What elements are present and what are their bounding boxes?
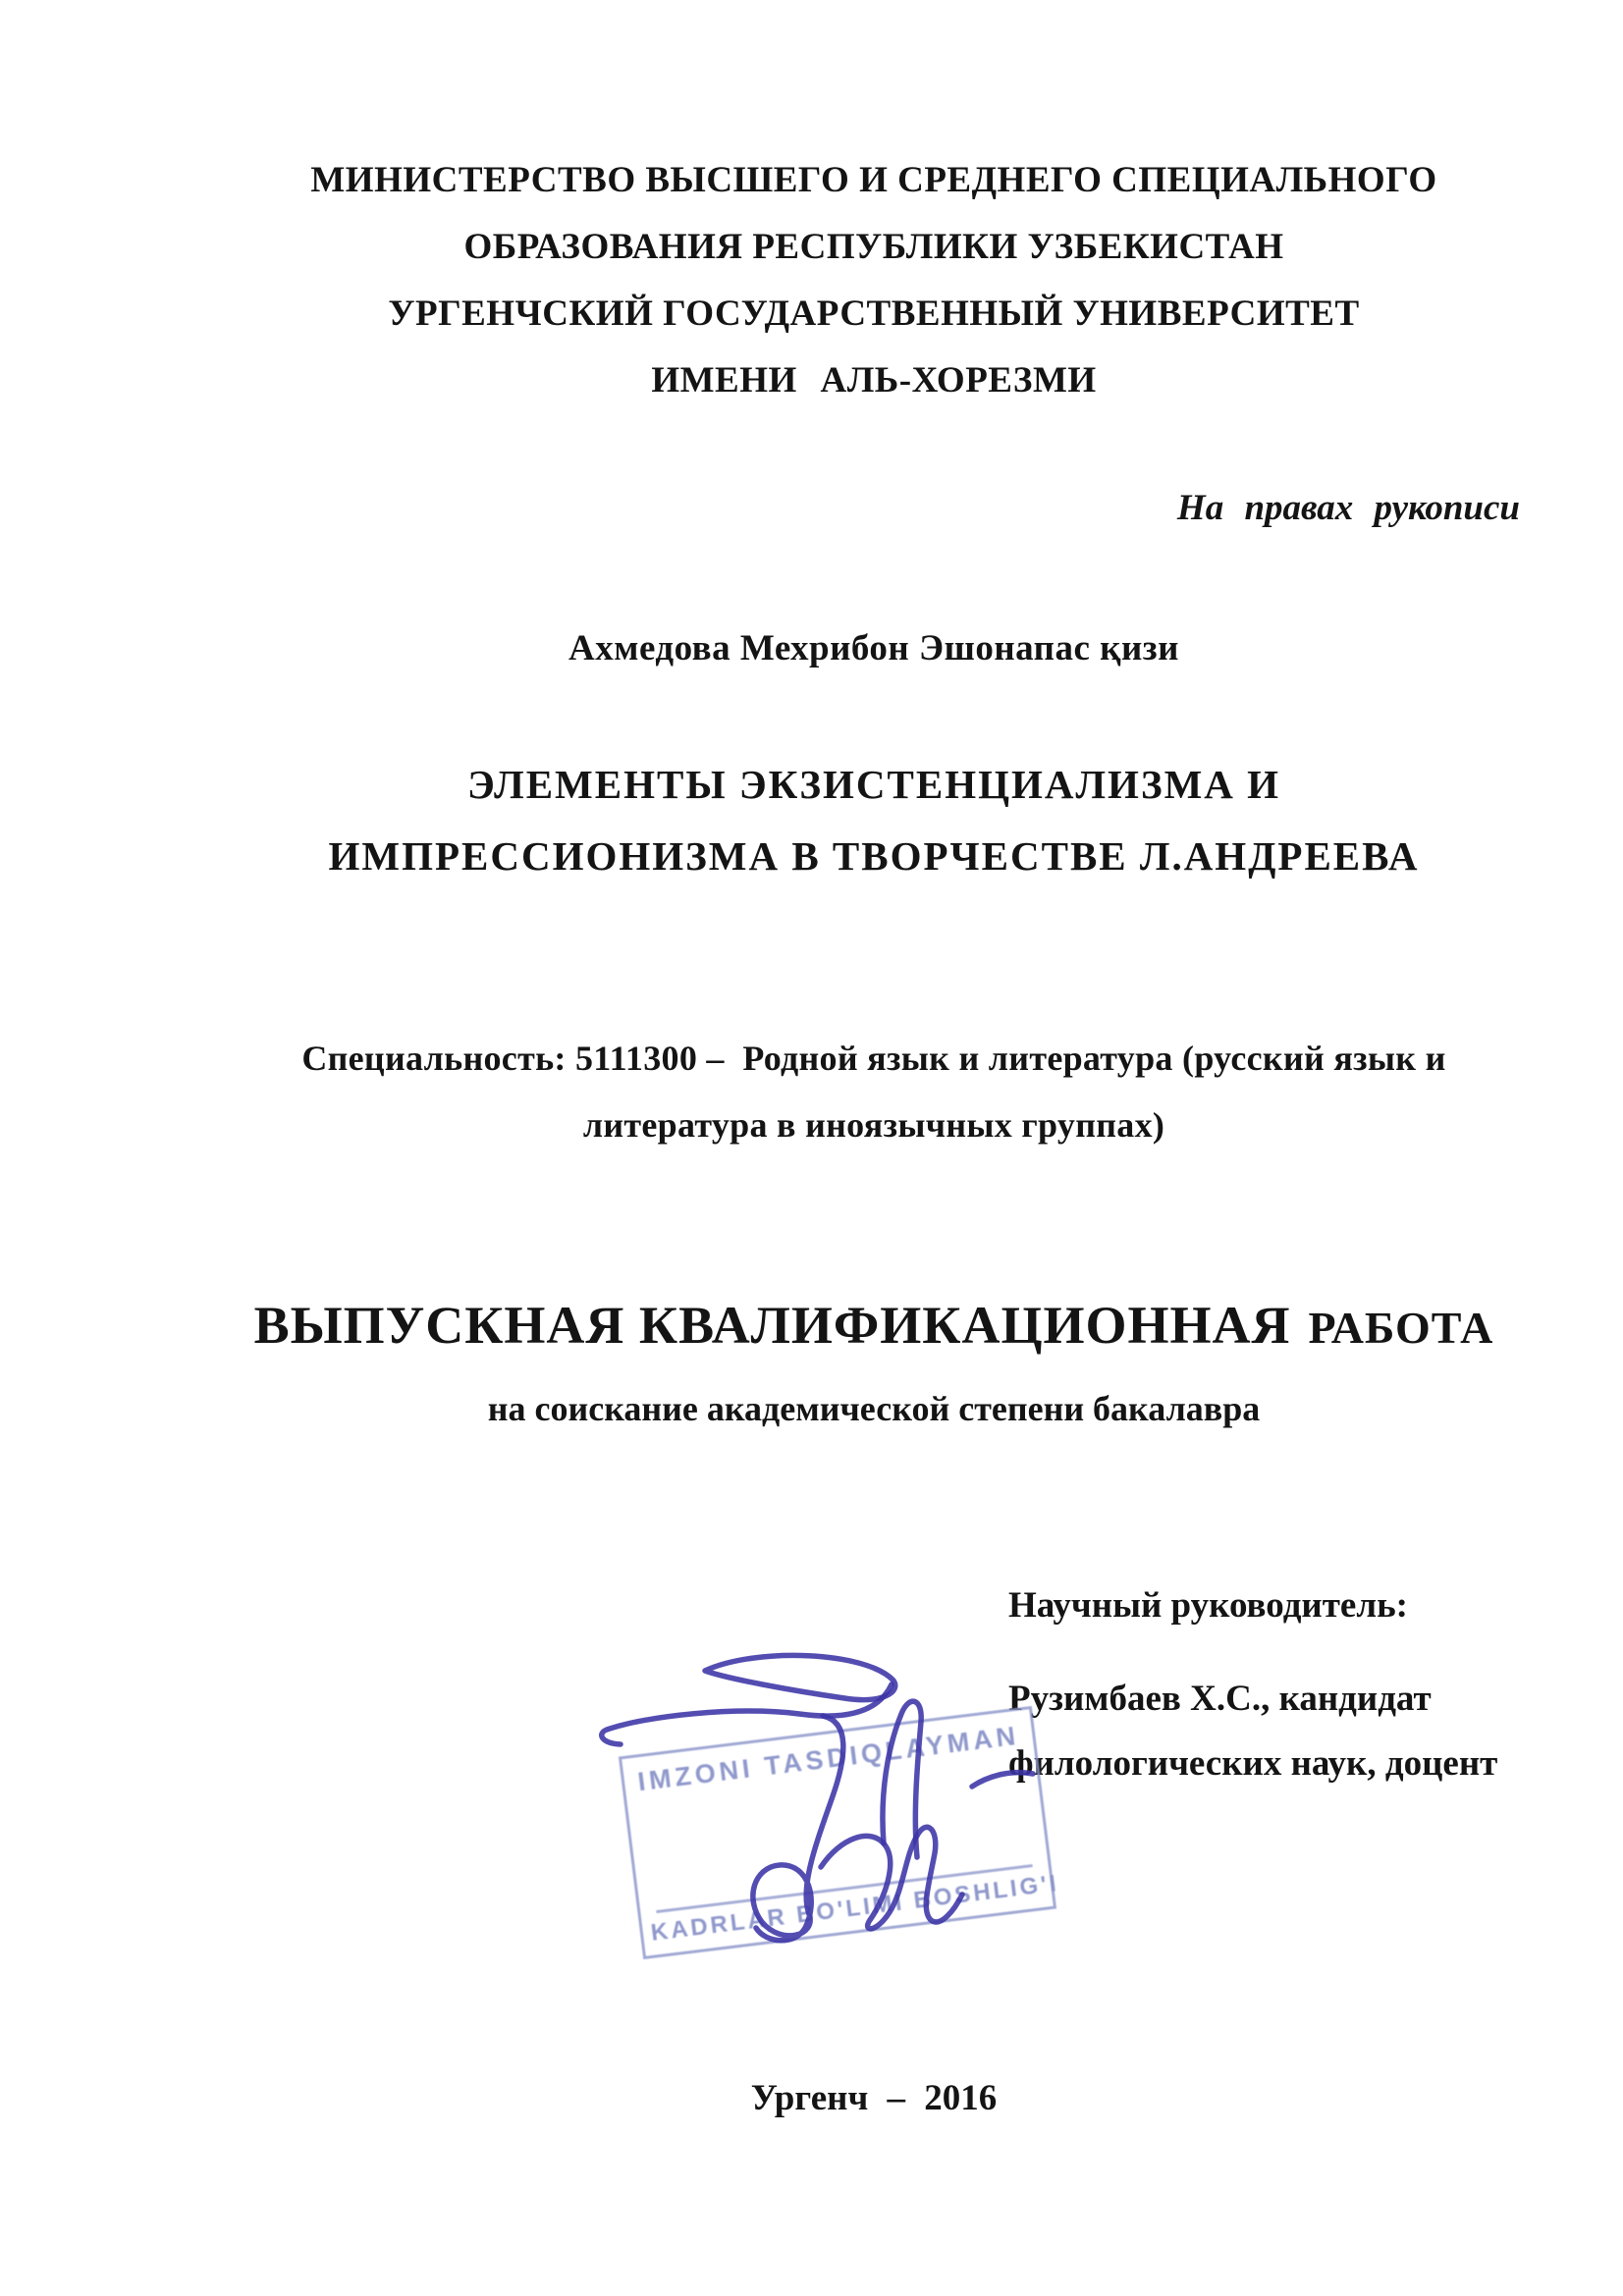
handwritten-signature (589, 1620, 1080, 1973)
supervisor-degree: филологических наук, доцент (1008, 1743, 1498, 1784)
signature-ascender (883, 1701, 921, 1857)
thesis-title (118, 749, 1623, 892)
stamp-top-text: IMZONI TASDIQLAYMAN (635, 1720, 1021, 1797)
stamp-bottom-text: KADRLAR BO'LIMI BOSHLIG'I (649, 1870, 1060, 1947)
signature-sweep (602, 1684, 892, 1744)
header-line-1: МИНИСТЕРСТВО ВЫСШЕГО И СРЕДНЕГО СПЕЦИАЛЬНОГО (310, 160, 1437, 200)
header-line-3: УРГЕНЧСКИЙ ГОСУДАРСТВЕННЫЙ УНИВЕРСИТЕТ (388, 294, 1360, 334)
supervisor-name: Рузимбаев Х.С., кандидат (1008, 1679, 1432, 1719)
signature-dash (972, 1773, 1033, 1787)
supervisor-label: Научный руководитель: (1008, 1585, 1408, 1626)
author-name: Ахмедова Мехрибон Эшонапас қизи (568, 628, 1179, 668)
qualification-work-title (118, 1293, 1623, 1371)
header-line-4: ИМЕНИ АЛЬ-ХОРЕЗМИ (651, 360, 1097, 400)
thesis-title-line-1: ЭЛЕМЕНТЫ ЭКЗИСТЕНЦИАЛИЗМА И (466, 762, 1281, 807)
specialty-line-1: Специальность: 5111300 – Родной язык и литература (русский язык и (301, 1039, 1446, 1078)
ministry-header (118, 147, 1623, 414)
qualification-work-title-tail: РАБОТА (1308, 1303, 1494, 1353)
signature-flourish (705, 1655, 895, 1699)
manuscript-rights-note: На правах рукописи (1176, 488, 1520, 528)
signature-loops (821, 1827, 962, 1929)
specialty (118, 1025, 1623, 1158)
header-line-2: ОБРАЗОВАНИЯ РЕСПУБЛИКИ УЗБЕКИСТАН (463, 227, 1284, 267)
qualification-work-subtitle: на соискание академической степени бакалавра (487, 1389, 1261, 1428)
signature-body (753, 1716, 843, 1941)
specialty-line-2: литература в иноязычных группах) (582, 1105, 1165, 1145)
qualification-work-title-main: ВЫПУСКНАЯ КВАЛИФИКАЦИОННАЯ (253, 1296, 1291, 1355)
city-year: Ургенч – 2016 (750, 2078, 998, 2118)
thesis-title-line-2: ИМПРЕССИОНИЗМА В ТВОРЧЕСТВЕ Л.АНДРЕЕВА (328, 833, 1420, 879)
